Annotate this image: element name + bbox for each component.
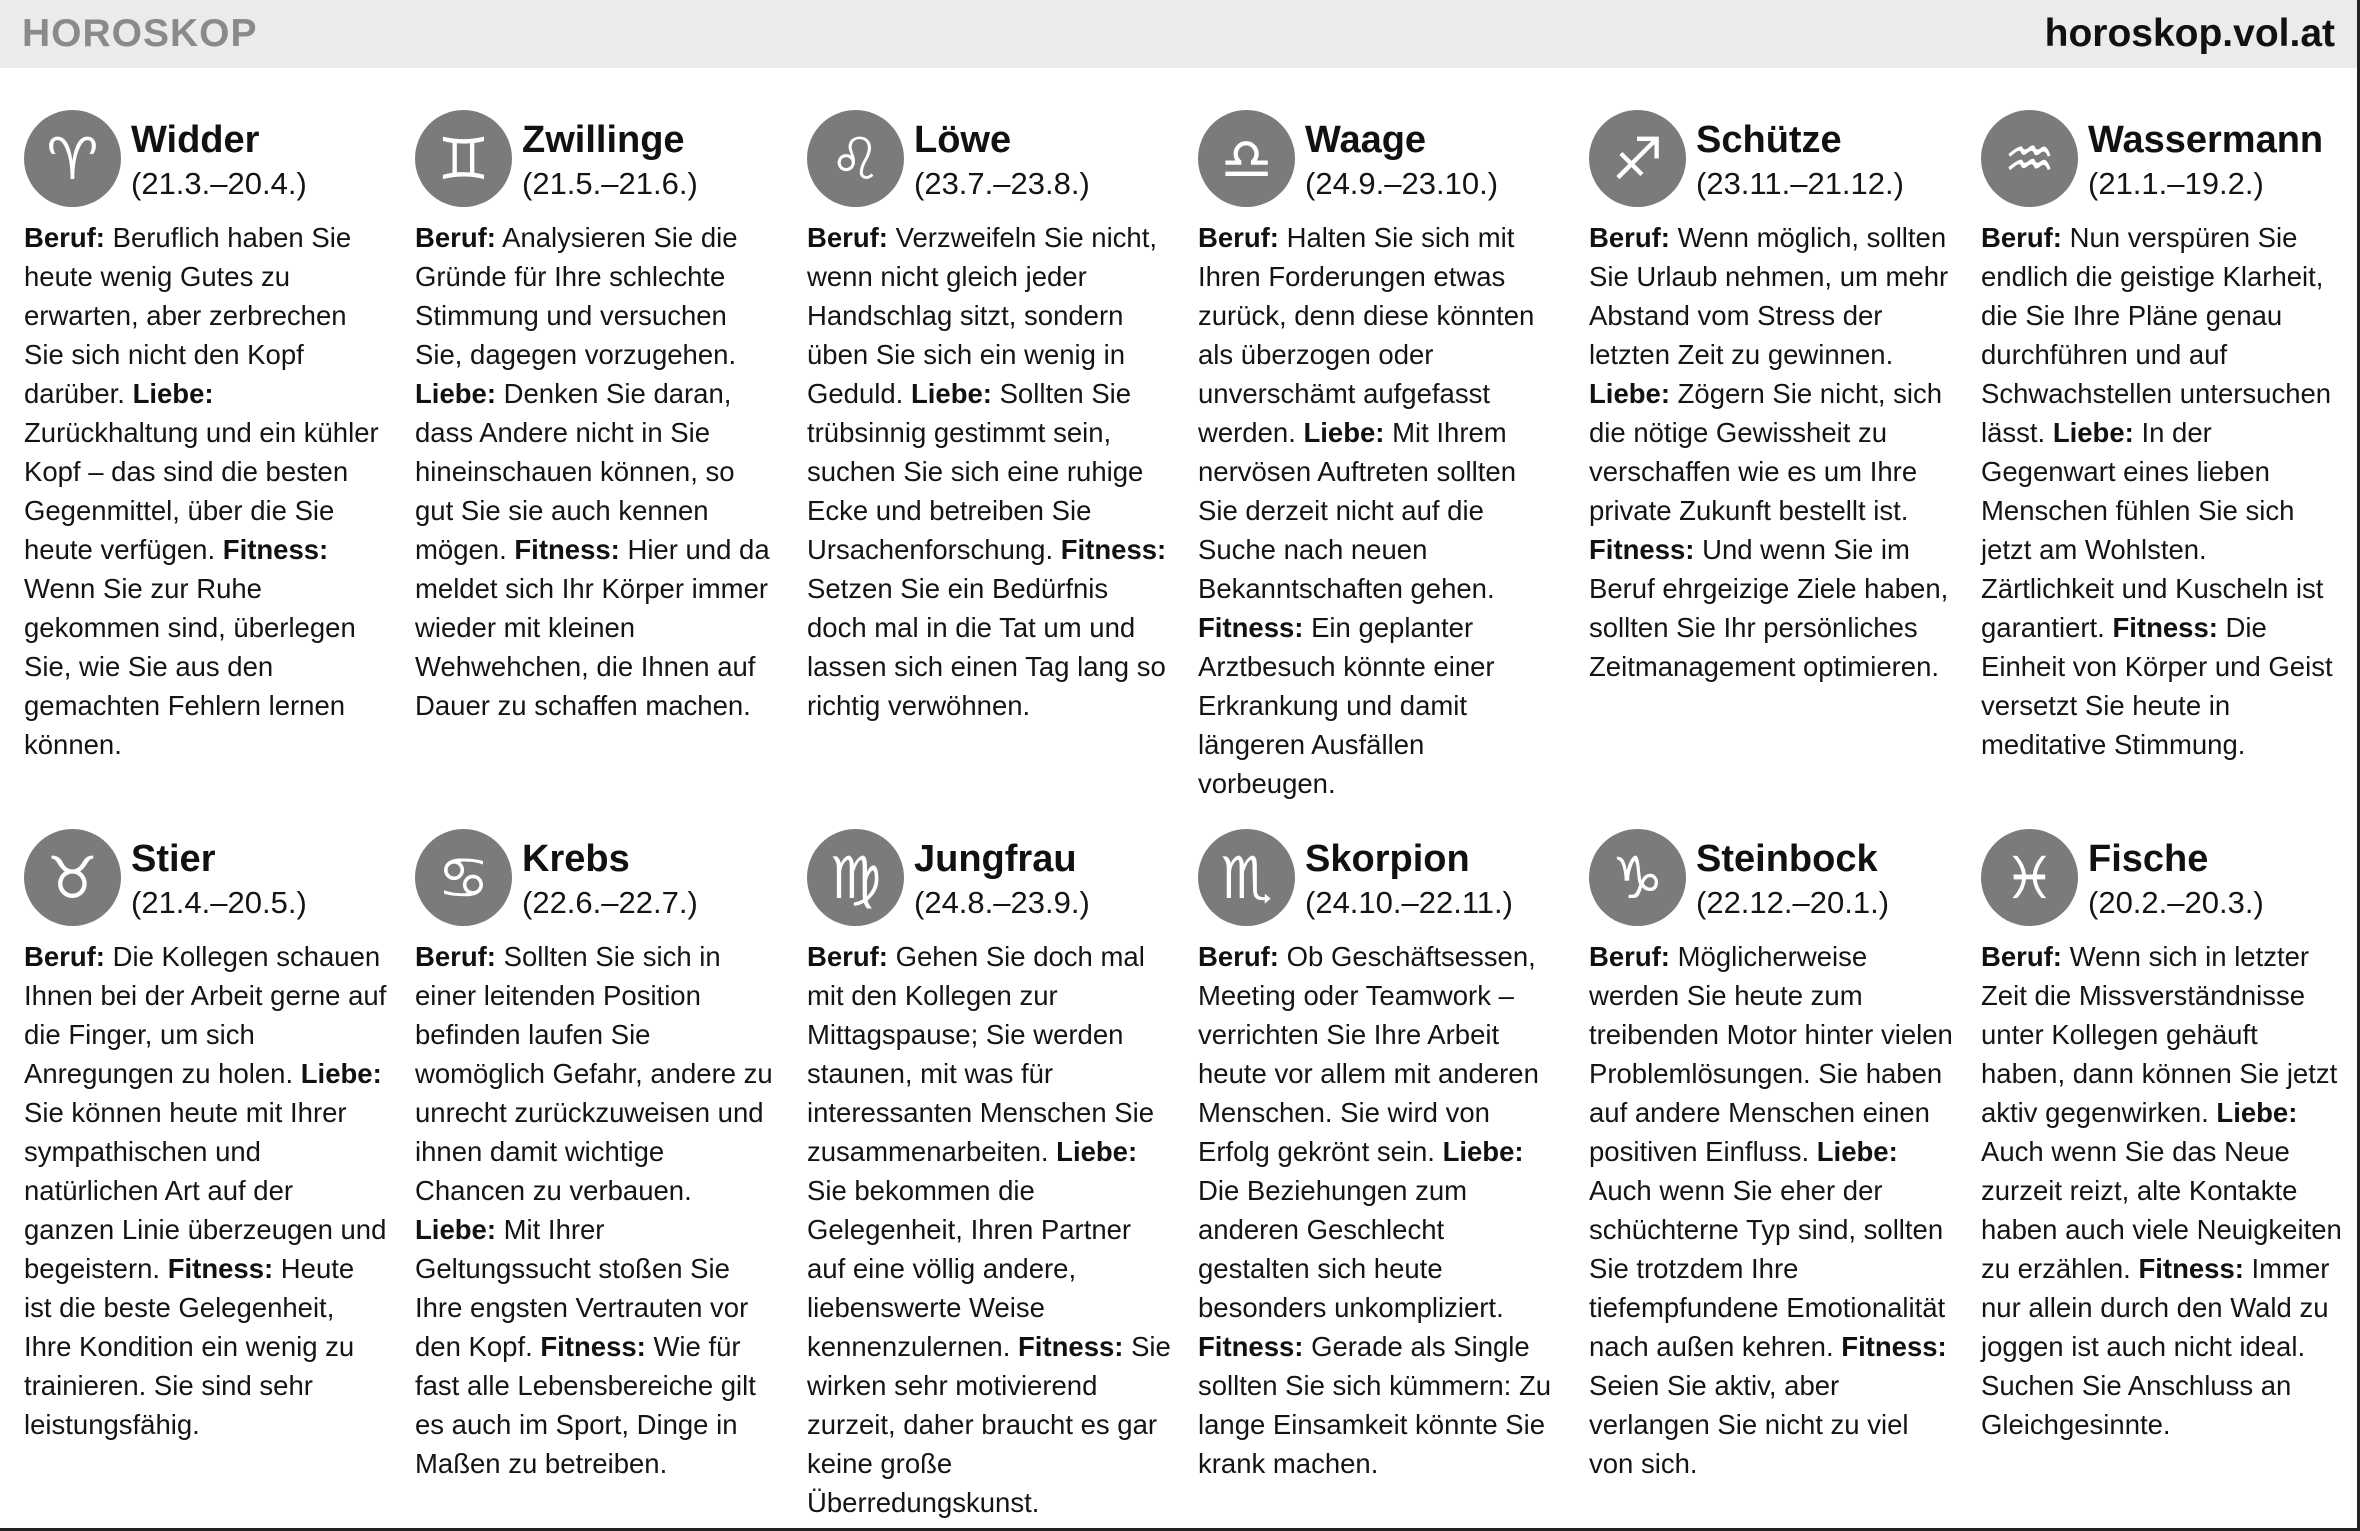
sign-text [807, 218, 1171, 725]
goat-icon: ♑︎ [1589, 829, 1686, 926]
label-beruf: Beruf: [1589, 222, 1670, 253]
sign-card-waage [1198, 110, 1562, 800]
text-fitness: Seien Sie aktiv, aber verlangen Sie nicht zu viel von sich. [1589, 1370, 1909, 1479]
text-liebe: Mit Ihrem nervösen Auftreten sollten Sie derzeit nicht auf die Suche nach neuen Bekanntschaften gehen. [1198, 417, 1516, 604]
sign-card-fische [1981, 829, 2345, 1519]
label-fitness: Fitness: [167, 1253, 274, 1284]
label-fitness: Fitness: [222, 534, 329, 565]
sign-dates: (24.9.–23.10.) [1305, 166, 1499, 201]
sign-name: Jungfrau [914, 838, 1077, 880]
text-beruf: Möglicherweise werden Sie heute zum treibenden Motor hinter vielen Problemlösungen. Sie haben auf andere Menschen einen positiven Einfluss. [1589, 941, 1953, 1167]
label-liebe: Liebe: [2052, 417, 2134, 448]
header-bar [0, 0, 2357, 68]
text-beruf: Beruflich haben Sie heute wenig Gutes zu erwarten, aber zerbrechen Sie sich nicht den Kopf darüber. [24, 222, 352, 409]
text-liebe: Sollten Sie trübsinnig gestimmt sein, suchen Sie sich eine ruhige Ecke und betreiben Sie Ursachenforschung. [807, 378, 1144, 565]
text-beruf: Wenn sich in letzter Zeit die Missverständnisse unter Kollegen gehäuft haben, dann können Sie jetzt aktiv gegenwirken. [1981, 941, 2338, 1128]
sign-name: Krebs [522, 838, 630, 880]
sign-name: Fische [2088, 838, 2209, 880]
text-liebe: Sie bekommen die Gelegenheit, Ihren Partner auf eine völlig andere, liebenswerte Weise kennenzulernen. [807, 1175, 1132, 1362]
text-fitness: Immer nur allein durch den Wald zu joggen ist auch nicht ideal. Suchen Sie Anschluss an Gleichgesinnte. [1981, 1253, 2330, 1440]
bull-icon: ♉︎ [24, 829, 121, 926]
label-beruf: Beruf: [415, 222, 496, 253]
sign-name: Widder [131, 119, 260, 161]
text-beruf: Gehen Sie doch mal mit den Kollegen zur Mittagspause; Sie werden staunen, mit was für interessanten Menschen Sie zusammenarbeiten. [807, 941, 1155, 1167]
text-beruf: Analysieren Sie die Gründe für Ihre schlechte Stimmung und versuchen Sie, dagegen vorzugehen. [415, 222, 738, 370]
label-liebe: Liebe: [910, 378, 992, 409]
label-fitness: Fitness: [1060, 534, 1167, 565]
sign-name: Skorpion [1305, 838, 1470, 880]
sign-name: Steinbock [1696, 838, 1878, 880]
sign-card-skorpion [1198, 829, 1562, 1519]
label-liebe: Liebe: [1303, 417, 1385, 448]
text-beruf: Nun verspüren Sie endlich die geistige Klarheit, die Sie Ihre Pläne genau durchführen und auf Schwachstellen untersuchen lässt. [1981, 222, 2332, 448]
label-liebe: Liebe: [2216, 1097, 2298, 1128]
text-fitness: Gerade als Single sollten Sie sich kümmern: Zu lange Einsamkeit könnte Sie krank machen. [1198, 1331, 1552, 1479]
label-liebe: Liebe: [415, 1214, 496, 1245]
text-liebe: Sie können heute mit Ihrer sympathischen und natürlichen Art auf der ganzen Linie überzeugen und begeistern. [24, 1097, 387, 1284]
sign-card-steinbock [1589, 829, 1953, 1519]
section-title: HOROSKOP [22, 12, 258, 55]
sign-text [24, 937, 388, 1444]
archer-icon: ♐︎ [1589, 110, 1686, 207]
sign-dates: (24.10.–22.11.) [1305, 885, 1513, 920]
sign-name: Waage [1305, 119, 1427, 161]
sign-dates: (21.1.–19.2.) [2088, 166, 2264, 201]
sign-dates: (23.7.–23.8.) [914, 166, 1090, 201]
sign-text [415, 218, 779, 725]
label-liebe: Liebe: [1816, 1136, 1898, 1167]
sign-text [1981, 937, 2345, 1444]
label-fitness: Fitness: [2112, 612, 2218, 643]
text-liebe: Zögern Sie nicht, sich die nötige Gewissheit zu verschaffen wie es um Ihre private Zukunft bestellt ist. [1589, 378, 1943, 526]
text-beruf: Halten Sie sich mit Ihren Forderungen etwas zurück, denn diese könnten als überzogen oder unverschämt aufgefasst werden. [1198, 222, 1535, 448]
text-fitness: Wie für fast alle Lebensbereiche gilt es auch im Sport, Dinge in Maßen zu betreiben. [415, 1331, 756, 1479]
sign-dates: (22.6.–22.7.) [522, 885, 698, 920]
label-fitness: Fitness: [1198, 1331, 1304, 1362]
label-liebe: Liebe: [1442, 1136, 1524, 1167]
sign-card-krebs [415, 829, 779, 1519]
sign-card-zwillinge [415, 110, 779, 800]
sign-name: Stier [131, 838, 216, 880]
sign-text [1589, 218, 1953, 686]
label-beruf: Beruf: [415, 941, 496, 972]
label-fitness: Fitness: [2138, 1253, 2244, 1284]
label-fitness: Fitness: [1018, 1331, 1124, 1362]
label-beruf: Beruf: [24, 941, 105, 972]
sign-dates: (20.2.–20.3.) [2088, 885, 2264, 920]
text-beruf: Ob Geschäftsessen, Meeting oder Teamwork – verrichten Sie Ihre Arbeit heute vor allem mit anderen Menschen. Sie wird von Erfolg gekrönt sein. [1198, 941, 1539, 1167]
label-liebe: Liebe: [300, 1058, 382, 1089]
text-liebe: Auch wenn Sie eher der schüchterne Typ sind, sollten Sie trotzdem Ihre tiefempfundene Emotionalität nach außen kehren. [1589, 1175, 1946, 1362]
site-link[interactable]: horoskop.vol.at [2044, 12, 2335, 55]
ram-icon: ♈︎ [24, 110, 121, 207]
sign-text [1198, 218, 1562, 803]
label-beruf: Beruf: [807, 222, 888, 253]
sign-name: Wassermann [2088, 119, 2324, 161]
text-fitness: Ein geplanter Arztbesuch könnte einer Erkrankung und damit längeren Ausfällen vorbeugen. [1198, 612, 1495, 799]
virgin-icon: ♍︎ [807, 829, 904, 926]
sign-dates: (21.3.–20.4.) [131, 166, 307, 201]
text-liebe: In der Gegenwart eines lieben Menschen fühlen Sie sich jetzt am Wohlsten. Zärtlichkeit und Kuscheln ist garantiert. [1981, 417, 2324, 643]
sign-name: Löwe [914, 119, 1012, 161]
label-fitness: Fitness: [1841, 1331, 1947, 1362]
scales-icon: ♎︎ [1198, 110, 1295, 207]
sign-name: Schütze [1696, 119, 1842, 161]
fish-icon: ♓︎ [1981, 829, 2078, 926]
sign-text [415, 937, 779, 1483]
text-liebe: Denken Sie daran, dass Andere nicht in Sie hineinschauen können, so gut Sie sie auch kennen mögen. [415, 378, 735, 565]
text-beruf: Wenn möglich, sollten Sie Urlaub nehmen, um mehr Abstand vom Stress der letzten Zeit zu gewinnen. [1589, 222, 1949, 370]
scorpion-icon: ♏︎ [1198, 829, 1295, 926]
water-bearer-icon: ♒︎ [1981, 110, 2078, 207]
label-beruf: Beruf: [807, 941, 888, 972]
sign-text [24, 218, 388, 764]
crab-icon: ♋︎ [415, 829, 512, 926]
text-beruf: Sollten Sie sich in einer leitenden Position befinden laufen Sie womöglich Gefahr, andere zu unrecht zurückzuweisen und ihnen damit wichtige Chancen zu verbauen. [415, 941, 773, 1206]
sign-card-jungfrau [807, 829, 1171, 1519]
sign-card-stier [24, 829, 388, 1519]
sign-card-schuetze [1589, 110, 1953, 800]
label-fitness: Fitness: [540, 1331, 646, 1362]
sign-dates: (21.5.–21.6.) [522, 166, 698, 201]
twins-icon: ♊︎ [415, 110, 512, 207]
text-liebe: Die Beziehungen zum anderen Geschlecht gestalten sich heute besonders unkompliziert. [1198, 1175, 1504, 1323]
label-liebe: Liebe: [1589, 378, 1670, 409]
label-beruf: Beruf: [1198, 941, 1279, 972]
label-beruf: Beruf: [1981, 941, 2062, 972]
text-beruf: Die Kollegen schauen Ihnen bei der Arbeit gerne auf die Finger, um sich Anregungen zu holen. [24, 941, 387, 1089]
text-fitness: Heute ist die beste Gelegenheit, Ihre Kondition ein wenig zu trainieren. Sie sind sehr leistungsfähig. [24, 1253, 355, 1440]
sign-card-widder [24, 110, 388, 800]
text-liebe: Mit Ihrer Geltungssucht stoßen Sie Ihre engsten Vertrauten vor den Kopf. [415, 1214, 749, 1362]
label-beruf: Beruf: [1198, 222, 1279, 253]
lion-icon: ♌︎ [807, 110, 904, 207]
text-fitness: Und wenn Sie im Beruf ehrgeizige Ziele haben, sollten Sie Ihr persönliches Zeitmanagement optimieren. [1589, 534, 1949, 682]
label-liebe: Liebe: [415, 378, 496, 409]
label-fitness: Fitness: [1198, 612, 1304, 643]
text-fitness: Setzen Sie ein Bedürfnis doch mal in die Tat um und lassen sich einen Tag lang so richtig verwöhnen. [807, 573, 1166, 721]
sign-card-wassermann [1981, 110, 2345, 800]
label-liebe: Liebe: [132, 378, 214, 409]
text-fitness: Sie wirken sehr motivierend zurzeit, daher braucht es gar keine große Überredungskunst. [807, 1331, 1171, 1518]
sign-dates: (24.8.–23.9.) [914, 885, 1090, 920]
sign-text [1589, 937, 1953, 1483]
sign-dates: (21.4.–20.5.) [131, 885, 307, 920]
text-beruf: Verzweifeln Sie nicht, wenn nicht gleich jeder Handschlag sitzt, sondern üben Sie sich ein wenig in Geduld. [807, 222, 1158, 409]
text-liebe: Zurückhaltung und ein kühler Kopf – das sind die besten Gegenmittel, über die Sie heute verfügen. [24, 417, 379, 565]
sign-text [1981, 218, 2345, 764]
text-liebe: Auch wenn Sie das Neue zurzeit reizt, alte Kontakte haben auch viele Neuigkeiten zu erzählen. [1981, 1136, 2342, 1284]
label-fitness: Fitness: [1589, 534, 1695, 565]
label-liebe: Liebe: [1056, 1136, 1138, 1167]
sign-text [807, 937, 1171, 1522]
sign-dates: (22.12.–20.1.) [1696, 885, 1890, 920]
sign-card-loewe [807, 110, 1171, 800]
text-fitness: Hier und da meldet sich Ihr Körper immer wieder mit kleinen Wehwehchen, die Ihnen auf Dauer zu schaffen machen. [415, 534, 770, 721]
label-beruf: Beruf: [1589, 941, 1670, 972]
sign-name: Zwillinge [522, 119, 685, 161]
label-fitness: Fitness: [514, 534, 620, 565]
label-beruf: Beruf: [24, 222, 105, 253]
text-fitness: Die Einheit von Körper und Geist versetzt Sie heute in meditative Stimmung. [1981, 612, 2333, 760]
sign-dates: (23.11.–21.12.) [1696, 166, 1904, 201]
text-fitness: Wenn Sie zur Ruhe gekommen sind, überlegen Sie, wie Sie aus den gemachten Fehlern lernen können. [24, 573, 356, 760]
label-beruf: Beruf: [1981, 222, 2062, 253]
sign-text [1198, 937, 1562, 1483]
